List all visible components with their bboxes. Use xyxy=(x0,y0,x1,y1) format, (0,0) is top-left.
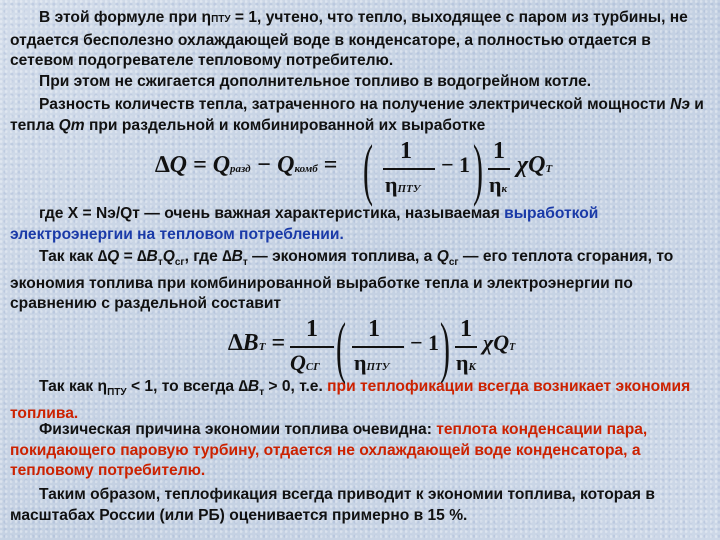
f2-q-sub: СГ xyxy=(305,361,320,373)
p7-text: Физическая причина экономии топлива очевидна: xyxy=(39,421,437,438)
f2-lhs-sub: Т xyxy=(258,341,266,353)
p6-text-a: Так как η xyxy=(39,378,108,395)
p1-text: В этой формуле при η xyxy=(39,9,212,26)
p7-highlight: теплота конденсации пара, покидающего паровую турбину, отдается не охлаждающей воде конденсатора, а тепловому потребителю. xyxy=(10,421,648,479)
p5-db2: ∆B xyxy=(222,248,243,265)
p5-text-a: Так как xyxy=(39,248,98,265)
p5-db-sub: т xyxy=(157,257,163,269)
paragraph-5 xyxy=(10,247,712,315)
formula-heat-difference xyxy=(145,132,575,208)
p5-text-c: , где xyxy=(184,248,223,265)
f2-q: Q xyxy=(290,350,306,375)
p5-dq: ∆Q xyxy=(97,248,120,265)
f1-eta-b-sub: к xyxy=(501,183,508,195)
f1-chi-sub: Т xyxy=(545,163,553,175)
f1-frac-bar-a xyxy=(383,168,435,170)
paragraph-1 xyxy=(10,8,712,72)
formula-fuel-saving xyxy=(228,310,528,386)
paragraph-3 xyxy=(10,95,712,136)
p5-eq: = xyxy=(119,248,138,265)
p5-text-e: — его теплота сгорания, то экономия топлива при комбинированной выработке тепла и электроэнергии по сравнению с раздельной составит xyxy=(10,248,674,313)
f2-one-b: 1 xyxy=(368,316,380,342)
paragraph-8 xyxy=(10,485,712,526)
paragraph-6 xyxy=(10,377,712,424)
p3-N: Nэ xyxy=(670,96,690,113)
f2-one-c: 1 xyxy=(460,316,472,342)
f2-eta-c: η xyxy=(456,350,469,375)
p3-text-c: при раздельной и комбинированной их выработке xyxy=(84,116,486,134)
paragraph-2 xyxy=(10,72,712,93)
p3-Q: Qт xyxy=(58,116,85,134)
f1-sub-komb: комб xyxy=(294,163,318,175)
f2-eq: = xyxy=(271,330,286,356)
p5-db2-sub: т xyxy=(242,257,248,269)
f2-eta-b: η xyxy=(354,350,367,375)
p3-text-a: Разность количеств тепла, затраченного на получение электрической мощности xyxy=(39,96,671,113)
p5-db: ∆B xyxy=(137,248,158,265)
paragraph-7 xyxy=(10,420,712,482)
p6-db: ∆B xyxy=(238,378,260,395)
p3-text-b: и тепла xyxy=(10,96,704,134)
f2-eta-b-sub: ПТУ xyxy=(366,361,390,373)
f1-eta-a: η xyxy=(385,172,398,197)
p4-highlight: выработкой электроэнергии на тепловом потреблении. xyxy=(10,205,599,243)
p1-sub: ПТУ xyxy=(211,14,231,25)
p1-rest: = 1, учтено, что тепло, выходящее с паром из турбины, не отдается бесполезно охлаждающей воде в конденсаторе, а полностью отдается в сетевом подогревателе тепловому потребителю. xyxy=(10,9,688,69)
paragraph-4 xyxy=(10,204,712,245)
p4-text: где Χ = Nэ/Qт — очень важная характеристика, называемая xyxy=(39,205,505,222)
f1-one-b: 1 xyxy=(493,138,505,164)
f1-sub-razd: разд xyxy=(230,163,251,175)
f2-right-paren: ) xyxy=(440,310,450,386)
f2-frac-bar-a xyxy=(290,346,334,348)
p5-text-d: — экономия топлива, а xyxy=(247,248,437,265)
f2-left-paren: ( xyxy=(336,310,346,386)
f1-frac-bar-b xyxy=(488,168,510,170)
f2-lhs: ∆B xyxy=(228,330,259,356)
p8-text: Таким образом, теплофикация всегда приводит к экономии топлива, которая в масштабах России (или РБ) оценивается примерно в 15 %. xyxy=(10,486,655,524)
f1-eta-a-sub: ПТУ xyxy=(397,183,421,195)
f2-minus-one: − 1 xyxy=(410,330,440,355)
p6-text-c: > 0, т.е. xyxy=(264,378,328,395)
f1-eta-b: η xyxy=(489,172,502,197)
f2-chi-sub: Т xyxy=(509,342,516,353)
f1-chi-q: χQ xyxy=(517,152,546,178)
f1-right-paren: ) xyxy=(473,132,483,208)
f2-frac-bar-c xyxy=(455,346,477,348)
p6-highlight: при теплофикации всегда возникает экономия топлива. xyxy=(10,378,691,422)
p5-q2: Q xyxy=(436,248,449,265)
p2-text: При этом не сжигается дополнительное топливо в водогрейном котле. xyxy=(39,73,592,90)
p5-q: Q xyxy=(162,248,175,265)
p6-sub: ПТУ xyxy=(107,387,127,399)
f1-minus-one: − 1 xyxy=(441,152,471,177)
f2-one-a: 1 xyxy=(306,316,318,342)
f1-lhs: ∆Q = Q xyxy=(155,152,231,178)
p5-q2-sub: сг xyxy=(448,257,459,269)
f2-frac-bar-b xyxy=(352,346,404,348)
p6-text-b: < 1, то всегда xyxy=(126,378,239,395)
f2-eta-c-sub: К xyxy=(468,361,476,373)
f1-minus: − Q xyxy=(250,152,295,178)
p5-q-sub: сг xyxy=(174,257,185,269)
f1-eq: = xyxy=(317,152,338,178)
f1-one-a: 1 xyxy=(400,138,412,164)
f1-left-paren: ( xyxy=(363,132,373,208)
p6-db-sub: т xyxy=(259,387,265,399)
f2-chi-q: χQ xyxy=(483,330,510,355)
